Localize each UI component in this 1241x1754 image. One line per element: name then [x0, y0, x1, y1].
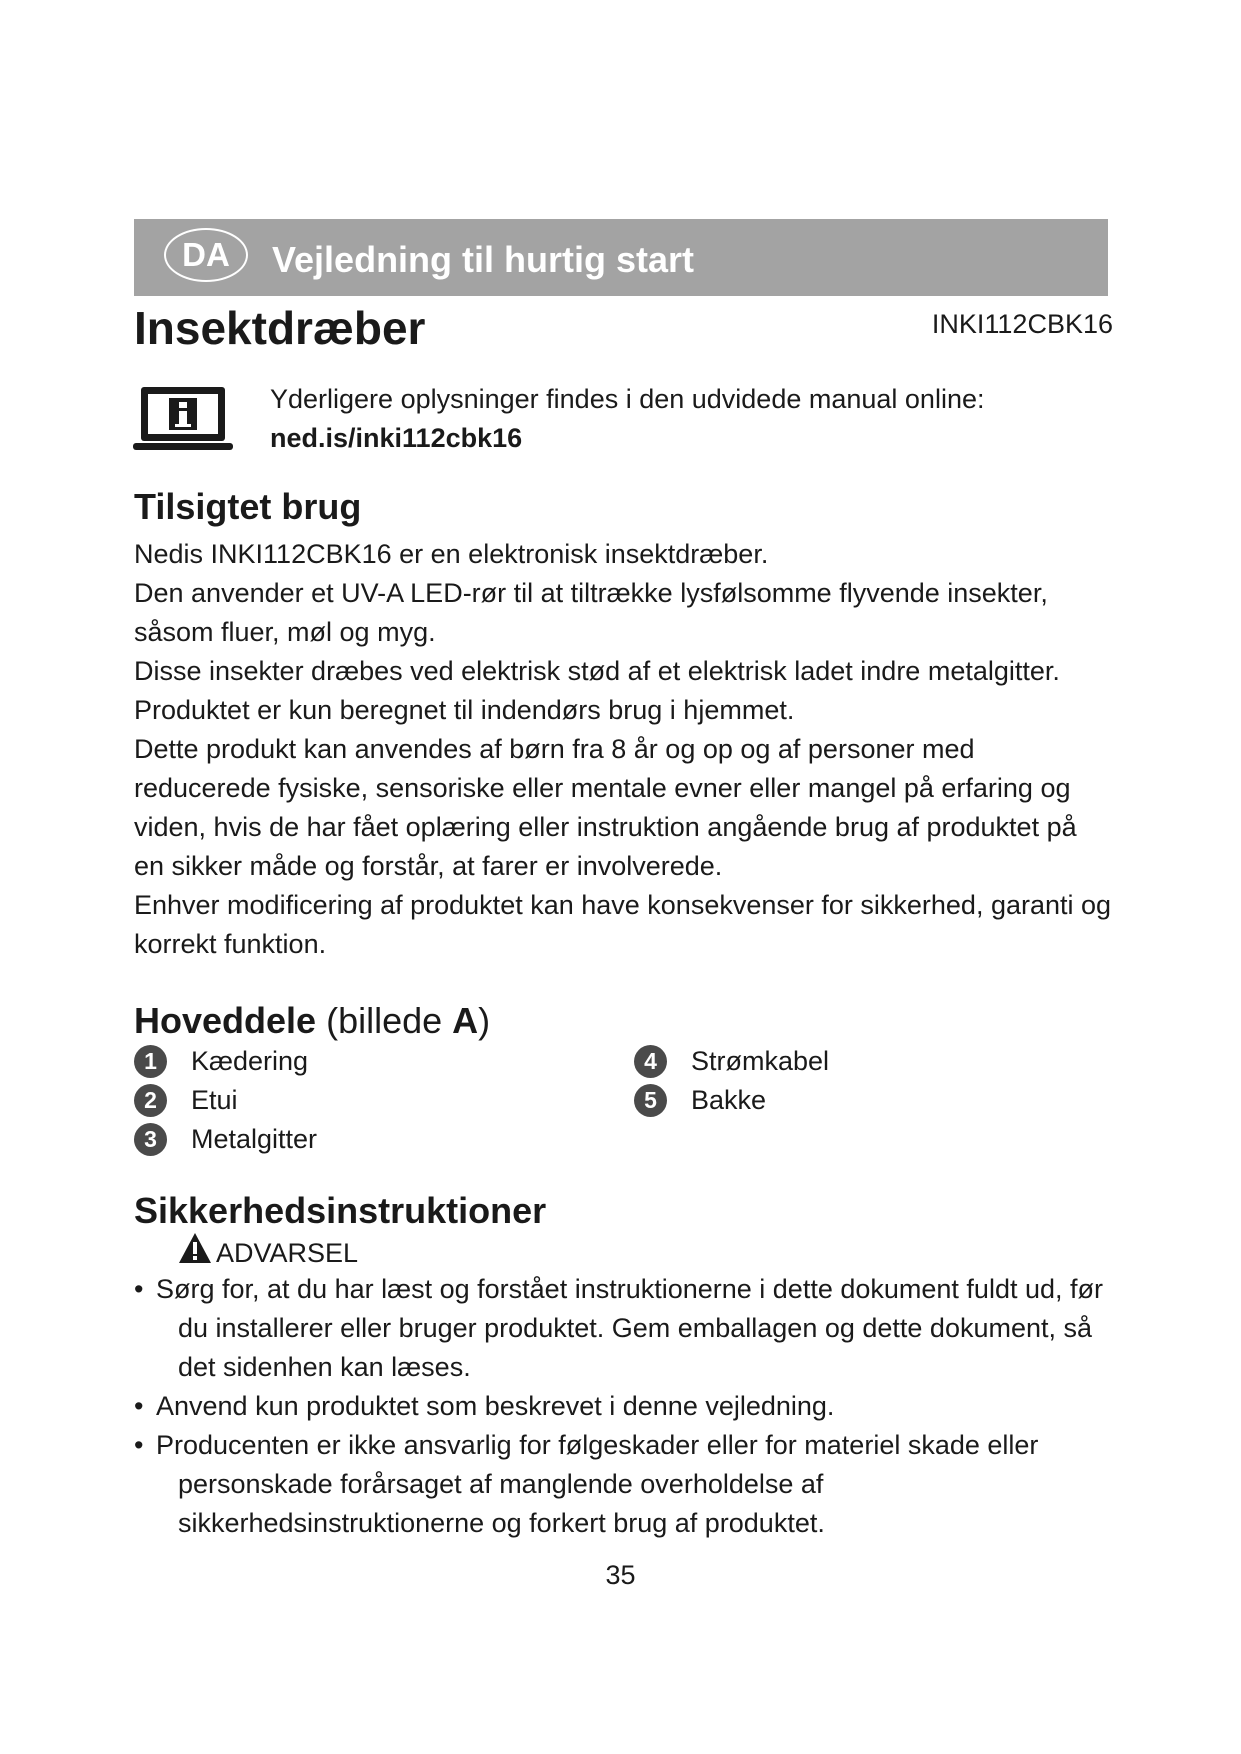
warning-label: ADVARSEL: [216, 1237, 359, 1268]
list-item: [134, 1081, 317, 1120]
paragraph: Dette produkt kan anvendes af børn fra 8 år og op og af personer med reducerede fysiske, sensoriske eller mentale evner eller mangel på erfaring og viden, hvis de har fået oplæring eller instruktion angående brug af produktet på en sikker måde og forstår, at farer er involverede.: [134, 734, 1077, 881]
manual-link[interactable]: ned.is/inki112cbk16: [270, 423, 523, 453]
intended-use-body: [134, 535, 1114, 964]
main-parts-heading: [134, 998, 490, 1044]
number-badge: 4: [634, 1045, 667, 1078]
info-line: Yderligere oplysninger findes i den udvidede manual online:: [270, 384, 985, 414]
paragraph: Den anvender et UV-A LED-rør til at tiltrække lysfølsomme flyvende insekter, såsom fluer, møl og myg.: [134, 578, 1048, 647]
paragraph: Disse insekter dræbes ved elektrisk stød af et elektrisk ladet indre metalgitter.: [134, 656, 1060, 686]
parts-list-left: [134, 1042, 317, 1159]
number-badge: 5: [634, 1084, 667, 1117]
banner-title: Vejledning til hurtig start: [272, 239, 695, 280]
info-text: [270, 380, 984, 458]
product-name: Insektdræber: [134, 302, 426, 354]
number-badge: 2: [134, 1084, 167, 1117]
safety-heading: Sikkerhedsinstruktioner: [134, 1190, 547, 1231]
list-item: [134, 1042, 317, 1081]
list-item: [634, 1081, 829, 1120]
list-item: [634, 1042, 829, 1081]
bullet-text: Sørg for, at du har læst og forstået instruktionerne i dette dokument fuldt ud, før du installerer eller bruger produktet. Gem emballagen og dette dokument, så det sidenhen kan læses.: [156, 1274, 1103, 1382]
list-item: • Producenten er ikke ansvarlig for følgeskader eller for materiel skade eller personskade forårsaget af manglende overholdelse af sikkerhedsinstruktionerne og forkert brug af produktet.: [134, 1426, 1114, 1543]
part-label: Bakke: [691, 1085, 767, 1115]
language-badge: DA: [164, 228, 248, 282]
part-label: Strømkabel: [691, 1046, 830, 1076]
laptop-info-icon: [133, 384, 233, 454]
main-parts-heading-close: ): [478, 1000, 491, 1041]
bullet-text: Producenten er ikke ansvarlig for følgeskader eller for materiel skade eller personskade forårsaget af manglende overholdelse af sikkerhedsinstruktionerne og forkert brug af produktet.: [156, 1430, 1039, 1538]
part-label: Metalgitter: [191, 1124, 318, 1154]
bullet-text: Anvend kun produktet som beskrevet i denne vejledning.: [156, 1391, 835, 1421]
page-number: 35: [605, 1560, 636, 1590]
warning-row: [178, 1232, 358, 1273]
warning-triangle-icon: [178, 1232, 216, 1273]
main-parts-heading-bold: Hoveddele: [134, 1000, 317, 1041]
paragraph: Produktet er kun beregnet til indendørs brug i hjemmet.: [134, 695, 795, 725]
intended-use-heading: Tilsigtet brug: [134, 486, 362, 527]
part-label: Kædering: [191, 1046, 309, 1076]
model-code: INKI112CBK16: [931, 309, 1113, 339]
main-parts-heading-open: (billede: [326, 1000, 453, 1041]
number-badge: 1: [134, 1045, 167, 1078]
part-label: Etui: [191, 1085, 238, 1115]
paragraph: Nedis INKI112CBK16 er en elektronisk insektdræber.: [134, 539, 769, 569]
paragraph: Enhver modificering af produktet kan have konsekvenser for sikkerhed, garanti og korrekt funktion.: [134, 890, 1112, 959]
list-item: • Sørg for, at du har læst og forstået instruktionerne i dette dokument fuldt ud, før du installerer eller bruger produktet. Gem emballagen og dette dokument, så det sidenhen kan læses.: [134, 1270, 1114, 1387]
main-parts-heading-ref: A: [452, 1000, 479, 1041]
list-item: [134, 1120, 317, 1159]
safety-bullets: [134, 1270, 1114, 1543]
number-badge: 3: [134, 1123, 167, 1156]
parts-list-right: [634, 1042, 829, 1120]
list-item: • Anvend kun produktet som beskrevet i denne vejledning.: [134, 1387, 1114, 1426]
header-banner: [134, 219, 1108, 296]
